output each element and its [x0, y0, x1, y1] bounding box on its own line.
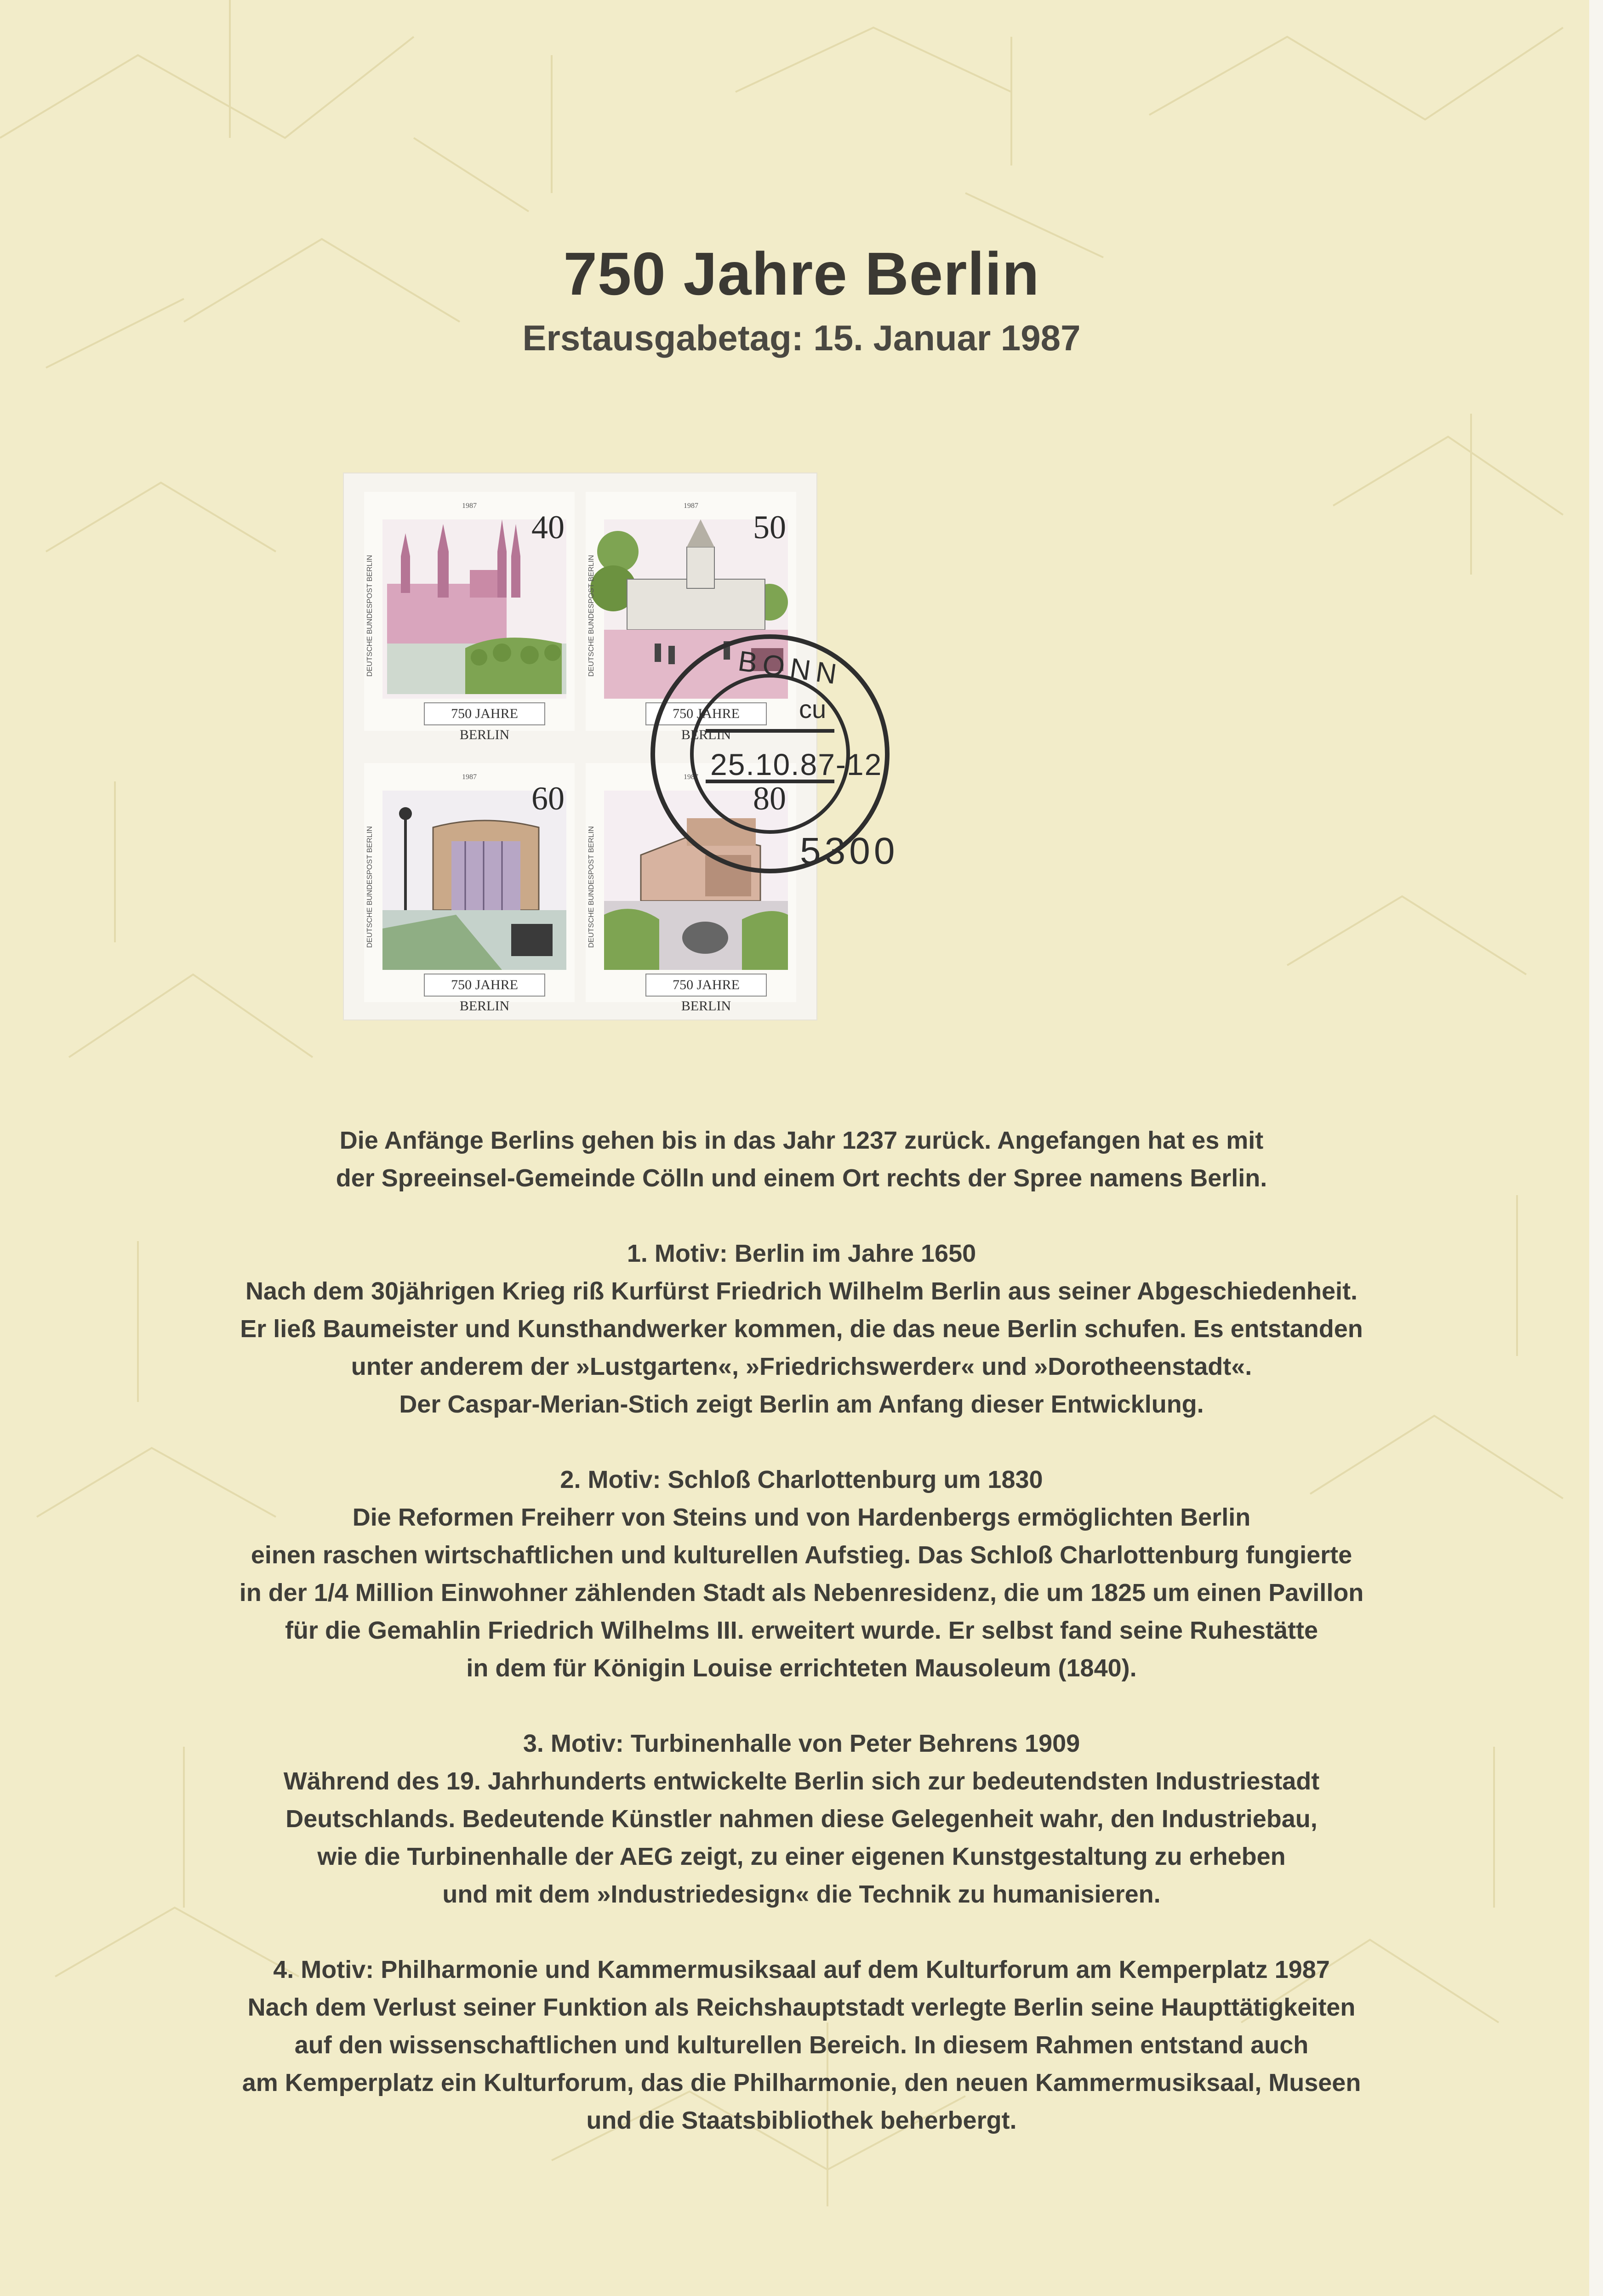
motif-line: Nach dem 30jährigen Krieg riß Kurfürst Friedrich Wilhelm Berlin aus seiner Abgeschiedenheit.: [245, 1277, 1358, 1305]
motif-line: Nach dem Verlust seiner Funktion als Reichshauptstadt verlegte Berlin seine Haupttätigkeiten: [247, 1994, 1356, 2021]
stamp-value: 60: [531, 780, 565, 817]
motif-line: einen raschen wirtschaftlichen und kulturellen Aufstieg. Das Schloß Charlottenburg fungierte: [251, 1541, 1352, 1569]
motif-line: Deutschlands. Bedeutende Künstler nahmen diese Gelegenheit wahr, den Industriebau,: [285, 1805, 1318, 1833]
stamp-country: DEUTSCHE BUNDESPOST BERLIN: [588, 826, 595, 948]
postmark-city: BONN: [736, 645, 844, 691]
stamp-year: 1987: [684, 773, 698, 781]
motif-line: und mit dem »Industriedesign« die Technik zu humanisieren.: [442, 1880, 1161, 1908]
motif-line: Der Caspar-Merian-Stich zeigt Berlin am Anfang dieser Entwicklung.: [399, 1390, 1204, 1418]
stamp-berlin-1650: [364, 492, 575, 742]
stamp-value: 80: [753, 780, 786, 817]
intro-line: Die Anfänge Berlins gehen bis in das Jahr 1237 zurück. Angefangen hat es mit: [339, 1127, 1264, 1154]
intro-line: der Spreeinsel-Gemeinde Cölln und einem Ort rechts der Spree namens Berlin.: [336, 1164, 1267, 1192]
motif-line: Während des 19. Jahrhunderts entwickelte Berlin sich zur bedeutendsten Industriestadt: [283, 1767, 1320, 1795]
stamp-year: 1987: [462, 773, 477, 781]
motif-heading: 4. Motiv: Philharmonie und Kammermusiksaal auf dem Kulturforum am Kemperplatz 1987: [273, 1956, 1330, 1983]
motif-heading: 3. Motiv: Turbinenhalle von Peter Behrens 1909: [523, 1730, 1080, 1757]
stamp-year: 1987: [462, 502, 477, 510]
page-title: 750 Jahre Berlin: [563, 240, 1040, 308]
motif-2-paragraph: [92, 1461, 1511, 1687]
motif-heading: 2. Motiv: Schloß Charlottenburg um 1830: [560, 1466, 1043, 1493]
stamp-country: DEUTSCHE BUNDESPOST BERLIN: [366, 555, 374, 677]
motif-line: in der 1/4 Million Einwohner zählenden Stadt als Nebenresidenz, die um 1825 um einen Pavillon: [239, 1579, 1364, 1607]
postmark-code: cu: [799, 695, 827, 724]
motif-line: für die Gemahlin Friedrich Wilhelms III. erweitert wurde. Er selbst fand seine Ruhestätte: [285, 1617, 1318, 1644]
motif-line: unter anderem der »Lustgarten«, »Friedrichswerder« und »Dorotheenstadt«.: [351, 1353, 1252, 1380]
description-text: [92, 1122, 1511, 2177]
stamp-caption: 750 JAHRE BERLIN: [424, 702, 545, 725]
stamp-caption: 750 JAHRE BERLIN: [645, 702, 767, 725]
stamp-caption: 750 JAHRE BERLIN: [424, 974, 545, 997]
issue-date-subtitle: Erstausgabetag: 15. Januar 1987: [522, 318, 1081, 358]
motif-line: auf den wissenschaftlichen und kulturellen Bereich. In diesem Rahmen entstand auch: [294, 2031, 1309, 2059]
motif-4-paragraph: [92, 1951, 1511, 2139]
motif-line: Er ließ Baumeister und Kunsthandwerker kommen, die das neue Berlin schufen. Es entstanden: [240, 1315, 1363, 1343]
stamp-caption: 750 JAHRE BERLIN: [645, 974, 767, 997]
stamp-value: 50: [753, 509, 786, 546]
page-edge: [1589, 0, 1603, 2296]
motif-line: und die Staatsbibliothek beherbergt.: [586, 2107, 1017, 2134]
stamp-country: DEUTSCHE BUNDESPOST BERLIN: [588, 555, 595, 677]
stamp-value: 40: [531, 509, 565, 546]
motif-line: Die Reformen Freiherr von Steins und von Hardenbergs ermöglichten Berlin: [352, 1504, 1251, 1531]
intro-paragraph: [92, 1122, 1511, 1197]
motif-line: wie die Turbinenhalle der AEG zeigt, zu einer eigenen Kunstgestaltung zu erheben: [317, 1843, 1286, 1870]
motif-3-paragraph: [92, 1725, 1511, 1913]
postmark-zip: 5300: [800, 830, 899, 872]
stamp-year: 1987: [684, 502, 698, 510]
stamp-country: DEUTSCHE BUNDESPOST BERLIN: [366, 826, 374, 948]
stamp-turbinenhalle: [364, 763, 575, 1014]
postmark-date: 25.10.87-12: [710, 747, 883, 781]
motif-heading: 1. Motiv: Berlin im Jahre 1650: [627, 1240, 976, 1267]
motif-line: in dem für Königin Louise errichteten Mausoleum (1840).: [466, 1654, 1137, 1682]
motif-line: am Kemperplatz ein Kulturforum, das die Philharmonie, den neuen Kammermusiksaal, Museen: [242, 2069, 1361, 2097]
motif-1-paragraph: [92, 1235, 1511, 1423]
